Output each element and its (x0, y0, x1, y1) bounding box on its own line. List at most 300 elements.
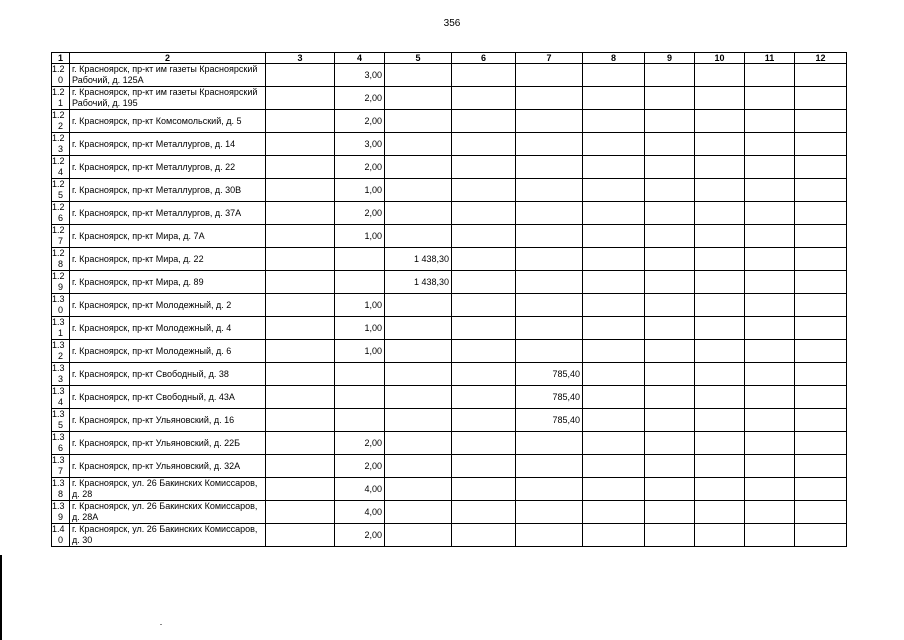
address-cell: г. Красноярск, ул. 26 Бакинских Комиссаров, д. 28 (70, 478, 266, 501)
row-number-minor: 1 (57, 98, 63, 108)
table-row (52, 432, 847, 455)
address-cell: г. Красноярск, пр-кт Мира, д. 89 (70, 271, 266, 294)
register-table (51, 52, 847, 547)
column-header-5: 5 (385, 53, 452, 64)
value-cell-col9 (645, 524, 695, 547)
value-cell-col11 (745, 455, 795, 478)
table-row (52, 340, 847, 363)
value-cell-col8 (583, 455, 645, 478)
value-cell-col4: 1,00 (335, 225, 385, 248)
value-cell-col4: 2,00 (335, 87, 385, 110)
value-cell-col7 (516, 340, 583, 363)
row-number-minor: 6 (57, 213, 63, 223)
table-row (52, 478, 847, 501)
value-cell-col3 (266, 363, 335, 386)
value-cell-col3 (266, 87, 335, 110)
value-cell-col10 (695, 386, 745, 409)
value-cell-col9 (645, 64, 695, 87)
row-number-cell (52, 432, 70, 455)
row-number-minor: 1 (57, 328, 63, 338)
value-cell-col4 (335, 248, 385, 271)
value-cell-col12 (795, 432, 847, 455)
value-cell-col10 (695, 248, 745, 271)
value-cell-col3 (266, 110, 335, 133)
row-number-cell (52, 87, 70, 110)
address-cell: г. Красноярск, пр-кт Ульяновский, д. 22Б (70, 432, 266, 455)
value-cell-col3 (266, 478, 335, 501)
value-cell-col6 (452, 409, 516, 432)
table-row (52, 409, 847, 432)
row-number-major: 1.3 (52, 317, 65, 327)
row-number-minor: 3 (57, 144, 63, 154)
value-cell-col4: 4,00 (335, 478, 385, 501)
value-cell-col8 (583, 363, 645, 386)
value-cell-col7: 785,40 (516, 409, 583, 432)
value-cell-col4: 3,00 (335, 64, 385, 87)
value-cell-col3 (266, 409, 335, 432)
value-cell-col3 (266, 248, 335, 271)
value-cell-col10 (695, 409, 745, 432)
value-cell-col6 (452, 478, 516, 501)
value-cell-col9 (645, 363, 695, 386)
value-cell-col4 (335, 409, 385, 432)
row-number-major: 1.3 (52, 409, 65, 419)
value-cell-col5: 1 438,30 (385, 248, 452, 271)
value-cell-col7 (516, 317, 583, 340)
row-number-minor: 0 (57, 535, 63, 545)
value-cell-col11 (745, 110, 795, 133)
row-number-major: 1.3 (52, 294, 65, 304)
row-number-major: 1.2 (52, 156, 65, 166)
value-cell-col6 (452, 432, 516, 455)
value-cell-col4 (335, 386, 385, 409)
row-number-major: 1.2 (52, 64, 65, 74)
row-number-cell (52, 363, 70, 386)
address-cell: г. Красноярск, ул. 26 Бакинских Комиссаров, д. 28А (70, 501, 266, 524)
row-number-cell (52, 478, 70, 501)
table-row (52, 271, 847, 294)
value-cell-col7 (516, 225, 583, 248)
table-row (52, 317, 847, 340)
value-cell-col11 (745, 432, 795, 455)
value-cell-col9 (645, 248, 695, 271)
value-cell-col7 (516, 156, 583, 179)
column-header-10: 10 (695, 53, 745, 64)
value-cell-col4: 2,00 (335, 156, 385, 179)
row-number-minor: 4 (57, 397, 63, 407)
row-number-cell (52, 110, 70, 133)
address-cell: г. Красноярск, пр-кт Ульяновский, д. 32А (70, 455, 266, 478)
value-cell-col10 (695, 455, 745, 478)
value-cell-col6 (452, 248, 516, 271)
value-cell-col10 (695, 524, 745, 547)
value-cell-col9 (645, 202, 695, 225)
value-cell-col5 (385, 156, 452, 179)
value-cell-col5 (385, 501, 452, 524)
column-header-3: 3 (266, 53, 335, 64)
row-number-minor: 5 (57, 190, 63, 200)
row-number-major: 1.2 (52, 87, 65, 97)
value-cell-col5 (385, 478, 452, 501)
table-row (52, 133, 847, 156)
value-cell-col10 (695, 133, 745, 156)
value-cell-col10 (695, 432, 745, 455)
value-cell-col4: 2,00 (335, 110, 385, 133)
value-cell-col10 (695, 478, 745, 501)
row-number-minor: 0 (57, 75, 63, 85)
value-cell-col12 (795, 271, 847, 294)
table-row (52, 64, 847, 87)
table-row (52, 225, 847, 248)
value-cell-col5 (385, 363, 452, 386)
value-cell-col7 (516, 179, 583, 202)
value-cell-col7 (516, 455, 583, 478)
value-cell-col12 (795, 455, 847, 478)
address-cell: г. Красноярск, пр-кт Ульяновский, д. 16 (70, 409, 266, 432)
value-cell-col8 (583, 225, 645, 248)
column-header-2: 2 (70, 53, 266, 64)
value-cell-col8 (583, 386, 645, 409)
row-number-major: 1.2 (52, 271, 65, 281)
row-number-cell (52, 225, 70, 248)
row-number-major: 1.3 (52, 478, 65, 488)
value-cell-col12 (795, 248, 847, 271)
value-cell-col3 (266, 133, 335, 156)
value-cell-col3 (266, 340, 335, 363)
value-cell-col11 (745, 156, 795, 179)
row-number-major: 1.4 (52, 524, 65, 534)
row-number-major: 1.2 (52, 202, 65, 212)
value-cell-col6 (452, 455, 516, 478)
value-cell-col5 (385, 64, 452, 87)
row-number-major: 1.3 (52, 455, 65, 465)
row-number-major: 1.2 (52, 110, 65, 120)
row-number-cell (52, 317, 70, 340)
value-cell-col10 (695, 156, 745, 179)
address-cell: г. Красноярск, пр-кт Молодежный, д. 4 (70, 317, 266, 340)
value-cell-col10 (695, 64, 745, 87)
address-cell: г. Красноярск, пр-кт Мира, д. 22 (70, 248, 266, 271)
value-cell-col10 (695, 501, 745, 524)
row-number-major: 1.3 (52, 363, 65, 373)
column-header-8: 8 (583, 53, 645, 64)
value-cell-col5 (385, 432, 452, 455)
address-cell: г. Красноярск, пр-кт Молодежный, д. 6 (70, 340, 266, 363)
value-cell-col11 (745, 363, 795, 386)
value-cell-col11 (745, 524, 795, 547)
value-cell-col5 (385, 524, 452, 547)
value-cell-col9 (645, 455, 695, 478)
value-cell-col6 (452, 501, 516, 524)
row-number-cell (52, 386, 70, 409)
row-number-major: 1.2 (52, 225, 65, 235)
value-cell-col9 (645, 225, 695, 248)
table-row (52, 524, 847, 547)
address-cell: г. Красноярск, пр-кт им газеты Красноярский Рабочий, д. 195 (70, 87, 266, 110)
table-row (52, 110, 847, 133)
value-cell-col3 (266, 386, 335, 409)
row-number-cell (52, 524, 70, 547)
value-cell-col5 (385, 409, 452, 432)
table-row (52, 294, 847, 317)
row-number-cell (52, 294, 70, 317)
value-cell-col10 (695, 110, 745, 133)
value-cell-col8 (583, 478, 645, 501)
value-cell-col10 (695, 340, 745, 363)
value-cell-col6 (452, 386, 516, 409)
value-cell-col11 (745, 64, 795, 87)
value-cell-col8 (583, 409, 645, 432)
value-cell-col12 (795, 87, 847, 110)
value-cell-col6 (452, 317, 516, 340)
value-cell-col11 (745, 179, 795, 202)
value-cell-col9 (645, 432, 695, 455)
value-cell-col11 (745, 317, 795, 340)
value-cell-col12 (795, 202, 847, 225)
address-cell: г. Красноярск, пр-кт Свободный, д. 38 (70, 363, 266, 386)
value-cell-col6 (452, 64, 516, 87)
row-number-minor: 3 (57, 374, 63, 384)
value-cell-col6 (452, 524, 516, 547)
column-header-12: 12 (795, 53, 847, 64)
column-header-4: 4 (335, 53, 385, 64)
value-cell-col3 (266, 202, 335, 225)
value-cell-col8 (583, 340, 645, 363)
column-header-6: 6 (452, 53, 516, 64)
row-number-major: 1.2 (52, 179, 65, 189)
row-number-cell (52, 271, 70, 294)
value-cell-col9 (645, 340, 695, 363)
header-row (52, 53, 847, 64)
value-cell-col11 (745, 501, 795, 524)
address-cell: г. Красноярск, пр-кт им газеты Красноярский Рабочий, д. 125А (70, 64, 266, 87)
value-cell-col12 (795, 317, 847, 340)
row-number-cell (52, 133, 70, 156)
value-cell-col7 (516, 87, 583, 110)
row-number-cell (52, 501, 70, 524)
value-cell-col8 (583, 64, 645, 87)
row-number-minor: 4 (57, 167, 63, 177)
value-cell-col10 (695, 317, 745, 340)
value-cell-col5 (385, 294, 452, 317)
value-cell-col6 (452, 225, 516, 248)
value-cell-col6 (452, 156, 516, 179)
value-cell-col4: 1,00 (335, 317, 385, 340)
row-number-cell (52, 248, 70, 271)
value-cell-col5 (385, 455, 452, 478)
value-cell-col10 (695, 87, 745, 110)
value-cell-col4: 1,00 (335, 294, 385, 317)
value-cell-col3 (266, 432, 335, 455)
value-cell-col8 (583, 202, 645, 225)
address-cell: г. Красноярск, пр-кт Металлургов, д. 37А (70, 202, 266, 225)
address-cell: г. Красноярск, пр-кт Свободный, д. 43А (70, 386, 266, 409)
value-cell-col5 (385, 133, 452, 156)
table-row (52, 87, 847, 110)
value-cell-col4: 2,00 (335, 202, 385, 225)
value-cell-col11 (745, 478, 795, 501)
value-cell-col9 (645, 501, 695, 524)
value-cell-col7 (516, 271, 583, 294)
table-body (52, 64, 847, 547)
table-row (52, 179, 847, 202)
value-cell-col8 (583, 179, 645, 202)
value-cell-col3 (266, 501, 335, 524)
value-cell-col7 (516, 432, 583, 455)
value-cell-col11 (745, 340, 795, 363)
value-cell-col4: 3,00 (335, 133, 385, 156)
value-cell-col5 (385, 317, 452, 340)
value-cell-col10 (695, 202, 745, 225)
value-cell-col9 (645, 294, 695, 317)
row-number-minor: 7 (57, 236, 63, 246)
value-cell-col8 (583, 87, 645, 110)
value-cell-col5 (385, 87, 452, 110)
value-cell-col12 (795, 501, 847, 524)
value-cell-col7: 785,40 (516, 386, 583, 409)
value-cell-col6 (452, 294, 516, 317)
value-cell-col9 (645, 87, 695, 110)
value-cell-col12 (795, 133, 847, 156)
row-number-cell (52, 409, 70, 432)
value-cell-col3 (266, 64, 335, 87)
value-cell-col9 (645, 478, 695, 501)
value-cell-col4: 2,00 (335, 455, 385, 478)
row-number-minor: 2 (57, 121, 63, 131)
row-number-major: 1.2 (52, 133, 65, 143)
value-cell-col8 (583, 156, 645, 179)
table-row (52, 248, 847, 271)
value-cell-col5 (385, 225, 452, 248)
value-cell-col11 (745, 294, 795, 317)
value-cell-col9 (645, 409, 695, 432)
value-cell-col11 (745, 87, 795, 110)
row-number-major: 1.3 (52, 340, 65, 350)
value-cell-col6 (452, 110, 516, 133)
value-cell-col9 (645, 271, 695, 294)
value-cell-col7 (516, 294, 583, 317)
value-cell-col7 (516, 248, 583, 271)
value-cell-col8 (583, 271, 645, 294)
address-cell: г. Красноярск, ул. 26 Бакинских Комиссаров, д. 30 (70, 524, 266, 547)
value-cell-col3 (266, 156, 335, 179)
value-cell-col11 (745, 225, 795, 248)
value-cell-col9 (645, 386, 695, 409)
row-number-minor: 8 (57, 259, 63, 269)
value-cell-col9 (645, 110, 695, 133)
value-cell-col3 (266, 271, 335, 294)
row-number-minor: 8 (57, 489, 63, 499)
address-cell: г. Красноярск, пр-кт Металлургов, д. 22 (70, 156, 266, 179)
value-cell-col9 (645, 133, 695, 156)
value-cell-col8 (583, 317, 645, 340)
value-cell-col5 (385, 110, 452, 133)
value-cell-col3 (266, 225, 335, 248)
row-number-minor: 0 (57, 305, 63, 315)
row-number-minor: 6 (57, 443, 63, 453)
row-number-minor: 9 (57, 282, 63, 292)
value-cell-col12 (795, 179, 847, 202)
value-cell-col5 (385, 340, 452, 363)
value-cell-col4: 4,00 (335, 501, 385, 524)
column-header-1: 1 (52, 53, 70, 64)
value-cell-col8 (583, 294, 645, 317)
value-cell-col12 (795, 340, 847, 363)
value-cell-col12 (795, 386, 847, 409)
address-cell: г. Красноярск, пр-кт Металлургов, д. 14 (70, 133, 266, 156)
value-cell-col4: 2,00 (335, 524, 385, 547)
row-number-major: 1.3 (52, 501, 65, 511)
value-cell-col7 (516, 202, 583, 225)
table-row (52, 386, 847, 409)
value-cell-col11 (745, 271, 795, 294)
column-header-9: 9 (645, 53, 695, 64)
value-cell-col6 (452, 87, 516, 110)
table-row (52, 156, 847, 179)
row-number-major: 1.2 (52, 248, 65, 258)
value-cell-col10 (695, 179, 745, 202)
value-cell-col5: 1 438,30 (385, 271, 452, 294)
value-cell-col10 (695, 271, 745, 294)
value-cell-col12 (795, 294, 847, 317)
value-cell-col8 (583, 133, 645, 156)
value-cell-col8 (583, 248, 645, 271)
row-number-cell (52, 455, 70, 478)
column-header-7: 7 (516, 53, 583, 64)
value-cell-col11 (745, 202, 795, 225)
value-cell-col11 (745, 386, 795, 409)
value-cell-col10 (695, 294, 745, 317)
row-number-major: 1.3 (52, 432, 65, 442)
value-cell-col4: 1,00 (335, 179, 385, 202)
value-cell-col6 (452, 179, 516, 202)
value-cell-col11 (745, 248, 795, 271)
value-cell-col3 (266, 317, 335, 340)
value-cell-col5 (385, 179, 452, 202)
value-cell-col8 (583, 110, 645, 133)
table-row (52, 363, 847, 386)
value-cell-col7 (516, 133, 583, 156)
value-cell-col6 (452, 271, 516, 294)
value-cell-col11 (745, 133, 795, 156)
value-cell-col3 (266, 294, 335, 317)
address-cell: г. Красноярск, пр-кт Комсомольский, д. 5 (70, 110, 266, 133)
value-cell-col12 (795, 478, 847, 501)
value-cell-col6 (452, 202, 516, 225)
value-cell-col3 (266, 455, 335, 478)
value-cell-col5 (385, 202, 452, 225)
value-cell-col10 (695, 363, 745, 386)
table-row (52, 202, 847, 225)
address-cell: г. Красноярск, пр-кт Молодежный, д. 2 (70, 294, 266, 317)
row-number-minor: 5 (57, 420, 63, 430)
value-cell-col6 (452, 363, 516, 386)
value-cell-col6 (452, 133, 516, 156)
row-number-cell (52, 340, 70, 363)
value-cell-col12 (795, 156, 847, 179)
row-number-minor: 9 (57, 512, 63, 522)
address-cell: г. Красноярск, пр-кт Металлургов, д. 30В (70, 179, 266, 202)
table-row (52, 501, 847, 524)
value-cell-col11 (745, 409, 795, 432)
value-cell-col12 (795, 64, 847, 87)
row-number-cell (52, 179, 70, 202)
row-number-cell (52, 156, 70, 179)
value-cell-col10 (695, 225, 745, 248)
value-cell-col4: 2,00 (335, 432, 385, 455)
row-number-minor: 2 (57, 351, 63, 361)
row-number-cell (52, 202, 70, 225)
